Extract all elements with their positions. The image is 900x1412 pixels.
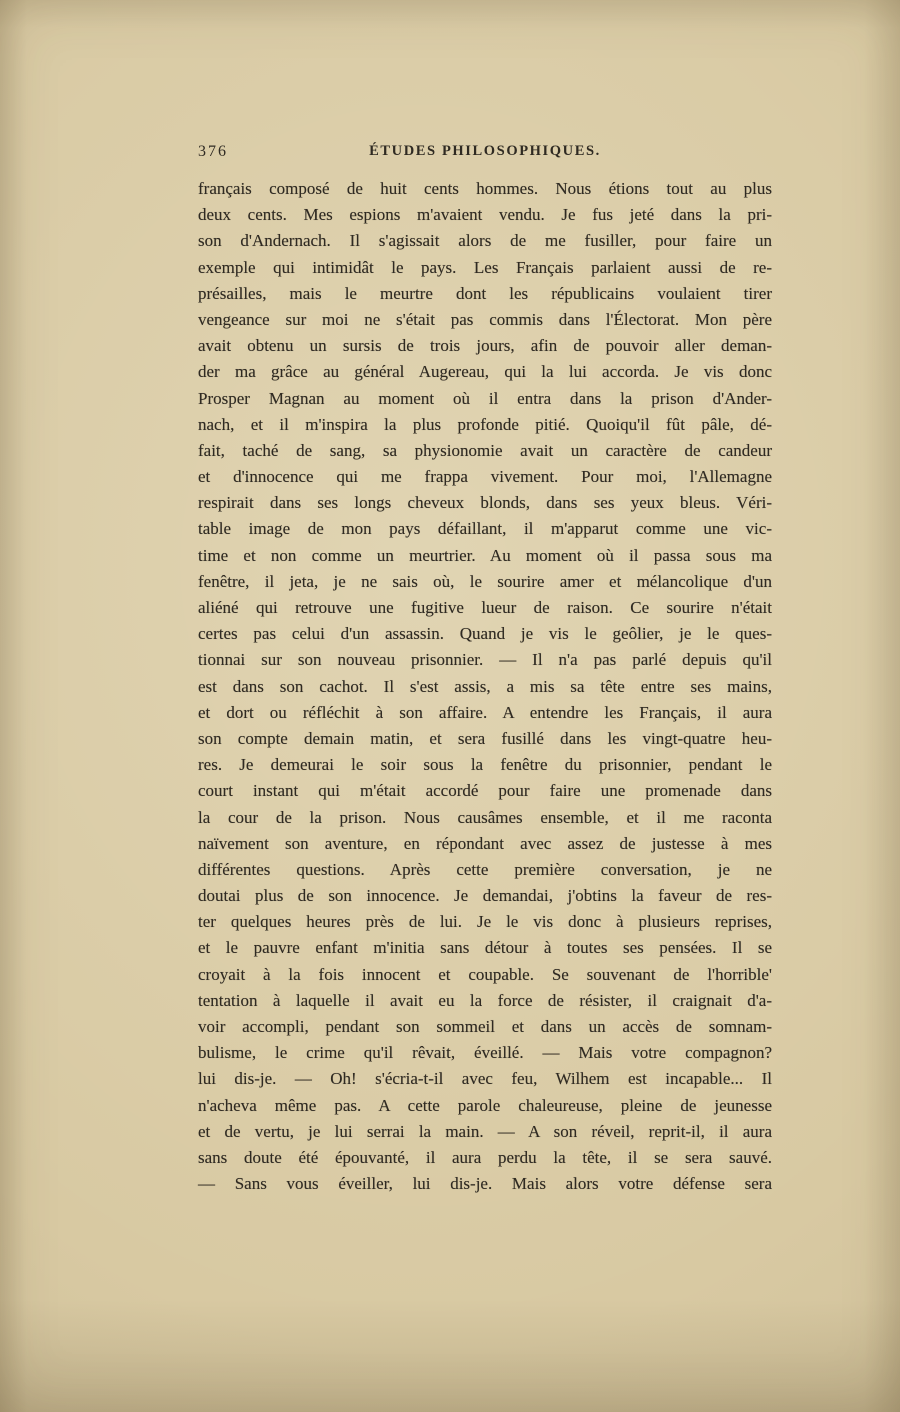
text-line: der ma grâce au général Augereau, qui la lui accorda. Je vis donc	[198, 362, 772, 382]
text-line: certes pas celui d'un assassin. Quand je vis le geôlier, je le ques-	[198, 624, 772, 644]
text-line: time et non comme un meurtrier. Au moment où il passa sous ma	[198, 545, 772, 565]
text-line: n'acheva même pas. A cette parole chaleureuse, pleine de jeunesse	[198, 1095, 772, 1115]
text-line: sans doute été épouvanté, il aura perdu la tête, il se sera sauvé.	[198, 1147, 772, 1167]
text-line: et de vertu, je lui serrai la main. — A son réveil, reprit-il, il aura	[198, 1121, 772, 1141]
text-line: et dort ou réfléchit à son affaire. A entendre les Français, il aura	[198, 702, 772, 722]
text-line: la cour de la prison. Nous causâmes ensemble, et il me raconta	[198, 807, 772, 827]
text-line: avait obtenu un sursis de trois jours, afin de pouvoir aller deman-	[198, 336, 772, 356]
page-header	[198, 141, 772, 165]
text-line: son d'Andernach. Il s'agissait alors de me fusiller, pour faire un	[198, 231, 772, 251]
text-line: respirait dans ses longs cheveux blonds, dans ses yeux bleus. Véri-	[198, 493, 772, 513]
text-line: deux cents. Mes espions m'avaient vendu. Je fus jeté dans la pri-	[198, 205, 772, 225]
text-line: naïvement son aventure, en répondant avec assez de justesse à mes	[198, 833, 772, 853]
text-line: Prosper Magnan au moment où il entra dans la prison d'Ander-	[198, 388, 772, 408]
text-line: tentation à laquelle il avait eu la force de résister, il craignait d'a-	[198, 990, 772, 1010]
text-line: lui dis-je. — Oh! s'écria-t-il avec feu, Wilhem est incapable... Il	[198, 1069, 772, 1089]
text-line: res. Je demeurai le soir sous la fenêtre du prisonnier, pendant le	[198, 755, 772, 775]
text-line: fenêtre, il jeta, je ne sais où, le sourire amer et mélancolique d'un	[198, 571, 772, 591]
text-line: différentes questions. Après cette première conversation, je ne	[198, 859, 772, 879]
text-line: son compte demain matin, et sera fusillé dans les vingt-quatre heu-	[198, 728, 772, 748]
text-line: exemple qui intimidât le pays. Les Français parlaient aussi de re-	[198, 257, 772, 277]
text-line: aliéné qui retrouve une fugitive lueur de raison. Ce sourire n'était	[198, 598, 772, 617]
body-text	[198, 176, 772, 1197]
text-line: et d'innocence qui me frappa vivement. Pour moi, l'Allemagne	[198, 467, 772, 487]
text-line: croyait à la fois innocent et coupable. Se souvenant de l'horrible'	[198, 964, 772, 984]
text-line: ter quelques heures près de lui. Je le vis donc à plusieurs reprises,	[198, 912, 772, 932]
text-line: fait, taché de sang, sa physionomie avait un caractère de candeur	[198, 440, 772, 460]
text-line: table image de mon pays défaillant, il m'apparut comme une vic-	[198, 519, 772, 539]
text-line: vengeance sur moi ne s'était pas commis dans l'Électorat. Mon père	[198, 309, 772, 329]
text-line: et le pauvre enfant m'initia sans détour à toutes ses pensées. Il se	[198, 938, 772, 958]
text-line: court instant qui m'était accordé pour faire une promenade dans	[198, 781, 772, 801]
page-content	[198, 141, 772, 1197]
text-line: voir accompli, pendant son sommeil et dans un accès de somnam-	[198, 1017, 772, 1036]
text-line: est dans son cachot. Il s'est assis, a mis sa tête entre ses mains,	[198, 676, 772, 696]
text-line: français composé de huit cents hommes. Nous étions tout au plus	[198, 179, 772, 198]
text-line: — Sans vous éveiller, lui dis-je. Mais alors votre défense sera	[198, 1174, 772, 1194]
text-line: nach, et il m'inspira la plus profonde pitié. Quoiqu'il fût pâle, dé-	[198, 414, 772, 434]
text-line: doutai plus de son innocence. Je demandai, j'obtins la faveur de res-	[198, 886, 772, 906]
text-line: présailles, mais le meurtre dont les républicains voulaient tirer	[198, 283, 772, 303]
text-line: tionnai sur son nouveau prisonnier. — Il n'a pas parlé depuis qu'il	[198, 650, 772, 670]
running-title: ÉTUDES PHILOSOPHIQUES.	[369, 143, 601, 159]
page-number: 376	[198, 143, 228, 160]
text-line: bulisme, le crime qu'il rêvait, éveillé. — Mais votre compagnon?	[198, 1043, 772, 1063]
